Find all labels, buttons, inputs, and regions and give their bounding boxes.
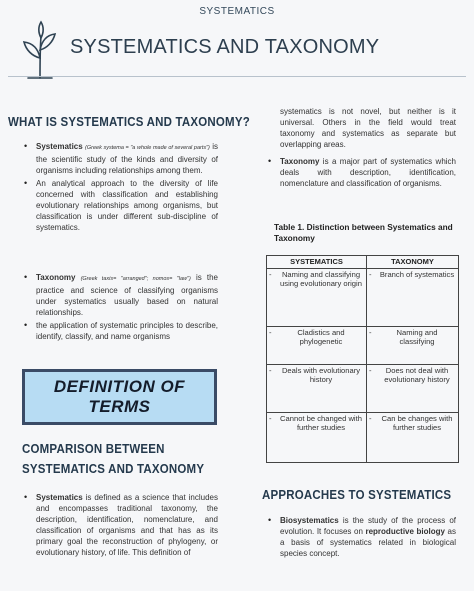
right-column-list — [266, 156, 456, 191]
definition-text: is a major part of systematics which deals with description, identification, nomenclature and classification of organisms. — [280, 157, 456, 188]
list-item — [266, 156, 456, 189]
table-caption: Table 1. Distinction between Systematics and Taxonomy — [274, 222, 453, 243]
definition-text: is defined as a science that includes and encompasses traditional taxonomy, the description, identification, nomenclature, and classification of organisms and that has as its primary goal the reconstruction of phylogeny, or evolutionary history, of life. This definition of — [36, 493, 218, 557]
left-column-bottom — [22, 492, 218, 560]
table-row — [267, 412, 459, 462]
continued-paragraph: systematics is not novel, but neither is it universal. Others in the field would treat taxonomy and systematics as separate but overlapping areas. — [280, 107, 456, 149]
list-item — [22, 141, 218, 176]
cell-text: Naming and classifying using evolutionary origin — [280, 269, 362, 289]
cell-text: Does not deal with evolutionary history — [384, 365, 450, 385]
etymology-note: (Greek taxis= "arranged"; nomos= "law") — [80, 276, 191, 282]
table-row — [267, 364, 459, 412]
list-item: • An analytical approach to the diversity of life concerned with classification and establishing evolutionary relationships among organisms, but classification is under different sub-discipline of systematics. — [22, 178, 218, 233]
page-title: SYSTEMATICS AND TAXONOMY — [70, 36, 380, 58]
table-cell: - Deals with evolutionary history — [267, 364, 367, 412]
cell-text: Cannot be changed with further studies — [280, 413, 362, 433]
cell-text: Deals with evolutionary history — [281, 365, 361, 385]
table-header-row — [267, 256, 459, 269]
cell-text: Naming and classifying — [396, 327, 438, 347]
list-item: • the application of systematic principles to describe, identify, classify, and name organisms — [22, 320, 218, 342]
left-column-mid — [22, 272, 218, 344]
table-cell: - Cannot be changed with further studies — [267, 412, 367, 462]
top-label: SYSTEMATICS — [199, 6, 275, 17]
definition-of-terms-banner — [22, 369, 217, 425]
definition-text: is the study of the process of evolution. It focuses on — [280, 516, 456, 536]
cell-text: Can be changes with further studies — [381, 413, 453, 433]
list-item — [266, 515, 456, 559]
table-row — [267, 326, 459, 364]
banner-label: DEFINITION OF TERMS — [53, 377, 186, 416]
distinction-table — [266, 255, 459, 463]
right-column-bottom — [266, 515, 456, 561]
cell-text: Branch of systematics — [379, 269, 455, 279]
cell-text: Cladistics and phylogenetic — [297, 327, 345, 347]
table-cell: - Naming and classifying — [367, 326, 459, 364]
table-cell: - Branch of systematics — [367, 268, 459, 326]
column-header-taxonomy: TAXONOMY — [367, 256, 459, 269]
term-biosystematics: Biosystematics — [280, 516, 339, 525]
term-taxonomy: Taxonomy — [280, 157, 320, 166]
definition-text: is the practice and science of classifying organisms under systematics usually based on natural relationships. — [36, 273, 218, 317]
list-item — [22, 492, 218, 558]
column-header-systematics: SYSTEMATICS — [267, 256, 367, 269]
term-taxonomy: Taxonomy — [36, 273, 76, 282]
heading-approaches: APPROACHES TO SYSTEMATICS — [262, 489, 452, 503]
etymology-note: (Greek systema = "a whole made of several parts") — [85, 145, 210, 151]
definition-text: as a basis of systematics related in biological species concept. — [280, 527, 456, 558]
heading-comparison-line-1: COMPARISON BETWEEN — [22, 443, 165, 457]
heading-comparison-line-2: SYSTEMATICS AND TAXONOMY — [22, 463, 205, 477]
term-systematics: Systematics — [36, 142, 83, 151]
table-cell: - Cladistics and phylogenetic — [267, 326, 367, 364]
term-systematics: Systematics — [36, 493, 83, 502]
table-cell: - Can be changes with further studies — [367, 412, 459, 462]
table-cell: - Naming and classifying using evolutionary origin — [267, 268, 367, 326]
table-cell: - Does not deal with evolutionary history — [367, 364, 459, 412]
table-row — [267, 268, 459, 326]
heading-what-is: WHAT IS SYSTEMATICS AND TAXONOMY? — [8, 116, 250, 130]
term-reproductive-biology: reproductive biology — [365, 527, 445, 536]
definition-text: is the scientific study of the kinds and diversity of organisms including relationships among them. — [36, 142, 218, 175]
sprout-icon — [18, 18, 62, 82]
list-item — [22, 272, 218, 318]
left-column-top — [22, 141, 218, 235]
header-divider — [8, 76, 466, 77]
